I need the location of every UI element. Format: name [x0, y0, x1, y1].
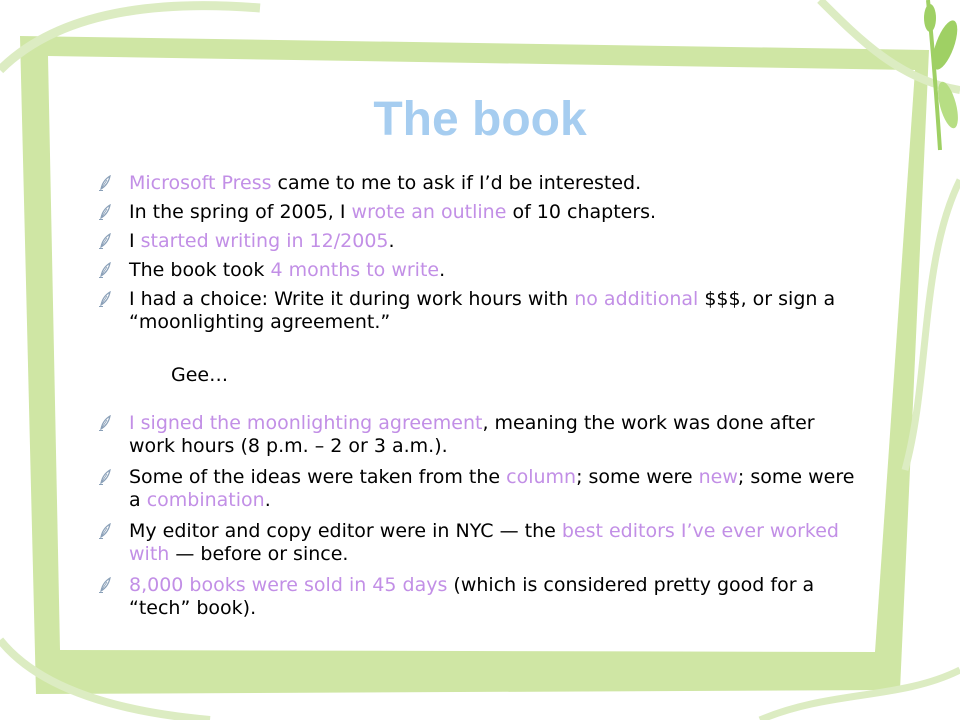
feather-pen-icon [98, 262, 112, 278]
highlighted-text: wrote an outline [351, 201, 507, 223]
feather-pen-icon [98, 469, 112, 485]
feather-pen-icon [98, 175, 112, 191]
text-segment: Some of the ideas were taken from the [129, 466, 507, 488]
bullet-text [129, 574, 859, 620]
bullet-text [129, 288, 859, 334]
bullet-text [129, 520, 859, 566]
bullet-text [129, 172, 859, 195]
text-segment: The book took [129, 259, 271, 281]
bullet-text [129, 259, 859, 282]
aside-text: Gee… [171, 364, 229, 386]
highlighted-text: best editors I’ve ever worked with [129, 520, 839, 565]
highlighted-text: Microsoft Press [129, 172, 272, 194]
bullet-text [129, 230, 859, 253]
feather-pen-icon [98, 523, 112, 539]
highlighted-text: combination [146, 489, 265, 511]
highlighted-text: 8,000 books were sold in 45 days [129, 574, 448, 596]
feather-pen-icon [98, 204, 112, 220]
feather-pen-icon [98, 233, 112, 249]
highlighted-text: started writing in 12/2005 [140, 230, 389, 252]
highlighted-text: column [506, 466, 577, 488]
text-segment: of 10 chapters. [506, 201, 657, 223]
bullet-text [129, 466, 859, 512]
highlighted-text: 4 months to write [270, 259, 440, 281]
text-segment: I [129, 230, 141, 252]
text-segment: . [439, 259, 446, 281]
text-segment: . [388, 230, 395, 252]
highlighted-text: I signed the moonlighting agreement [129, 412, 483, 434]
bullet-text [129, 201, 859, 224]
text-segment: ; some were a [129, 466, 855, 511]
highlighted-text: no additional [574, 288, 699, 310]
text-segment: In the spring of 2005, I [129, 201, 352, 223]
text-segment: — before or since. [169, 543, 349, 565]
text-segment: came to me to ask if I’d be interested. [271, 172, 642, 194]
text-segment: My editor and copy editor were in NYC — the [129, 520, 562, 542]
bullet-text [129, 412, 859, 458]
text-segment: ; some were [576, 466, 699, 488]
text-segment: (which is considered pretty good for a “tech” book). [129, 574, 815, 619]
feather-pen-icon [98, 577, 112, 593]
slide-title: The book [373, 93, 587, 146]
text-segment: . [264, 489, 271, 511]
text-segment: I had a choice: Write it during work hours with [129, 288, 575, 310]
text-segment: $$$, or sign a “moonlighting agreement.” [129, 288, 836, 333]
feather-pen-icon [98, 291, 112, 307]
highlighted-text: new [698, 466, 738, 488]
feather-pen-icon [98, 415, 112, 431]
text-segment: , meaning the work was done after work hours (8 p.m. – 2 or 3 a.m.). [129, 412, 815, 457]
